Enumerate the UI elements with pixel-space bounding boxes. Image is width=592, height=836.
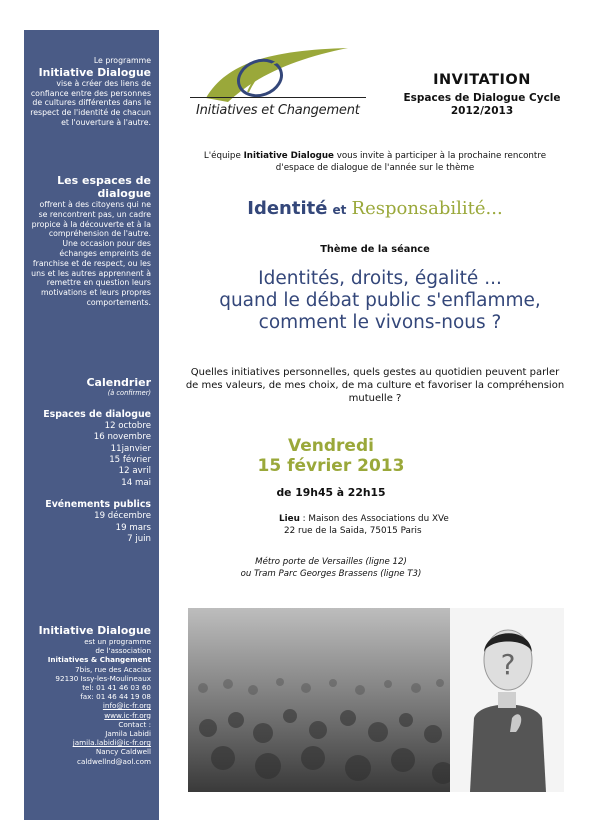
question-text <box>170 366 580 405</box>
calendar-note: (à confirmer) <box>107 389 151 397</box>
logo-divider <box>190 97 366 98</box>
crowd-image <box>188 608 450 792</box>
date-item: 12 octobre <box>104 420 151 431</box>
date-item: 14 mai <box>121 477 151 488</box>
headline-line2: quand le débat public s'enflamme, <box>219 290 541 311</box>
logo-text: Initiatives et Changement <box>196 103 360 118</box>
contact-label: Contact : <box>118 719 151 729</box>
metro-line1: Métro porte de Versailles (ligne 12) <box>255 557 407 567</box>
calendar-block <box>30 376 151 545</box>
intro-line2: d'espace de dialogue de l'année sur le thème <box>275 163 475 173</box>
org-title: Initiative Dialogue <box>38 624 151 637</box>
headline <box>180 268 580 334</box>
lieu-address: 22 rue de la Saida, 75015 Paris <box>284 526 422 536</box>
date-item: 12 avril <box>118 466 151 477</box>
date-item: 15 février <box>109 455 151 466</box>
programme-desc: vise à créer des liens de confiance entre des personnes de cultures différentes dans le respect de l'identité de chacun et l'ouverture à l'autre. <box>30 78 151 127</box>
espaces-title: Les espaces de dialogue <box>57 174 151 200</box>
programme-intro: Le programme <box>93 56 151 65</box>
event-location <box>279 513 449 537</box>
sidebar <box>24 30 159 820</box>
tel: tel: 01 41 46 03 60 <box>82 683 151 693</box>
espaces-desc-1: offrent à des citoyens qui ne se rencontrent pas, un cadre propice à la découverte et à la compréhension de l'autre. <box>31 200 151 239</box>
org-block <box>28 624 151 766</box>
fax: fax: 01 46 44 19 08 <box>80 692 151 702</box>
contact1-name: Jamila Labidi <box>105 729 151 739</box>
org-name: Initiatives & Changement <box>47 655 151 665</box>
invitation-subtitle-2: 2012/2013 <box>450 105 514 117</box>
theme-label: Thème de la séance <box>320 244 430 255</box>
intro-part1: L'équipe <box>203 151 244 161</box>
transport-info <box>170 556 492 580</box>
intro-text <box>170 150 580 174</box>
event-day: Vendredi <box>288 436 374 456</box>
intro-part2: vous invite à participer à la prochaine rencontre <box>333 151 547 161</box>
website-link[interactable]: www.ic-fr.org <box>104 710 151 720</box>
events-dates-list <box>30 511 151 545</box>
contact2-name: Nancy Caldwell <box>95 747 151 757</box>
theme-et: et <box>332 203 347 217</box>
date-item: 16 novembre <box>93 432 151 443</box>
theme-word2: Responsabilité... <box>351 198 503 219</box>
question-line2: de mes valeurs, de mes choix, de ma culture et favoriser la compréhension <box>185 380 565 391</box>
date-item: 19 décembre <box>94 511 151 522</box>
svg-text:?: ? <box>500 648 516 681</box>
org-line2: de l'association <box>95 646 151 656</box>
invitation-subtitle-1: Espaces de Dialogue Cycle <box>403 92 561 104</box>
org-info <box>28 637 151 766</box>
invitation-title: INVITATION <box>433 72 531 88</box>
lieu-value: : Maison des Associations du XVe <box>299 514 449 524</box>
programme-name: Initiative Dialogue <box>38 65 151 79</box>
invitation-subtitle <box>390 92 574 118</box>
espaces-desc-3: uns et les autres apprennent à remettre en question leurs motivations et leurs propres comportements. <box>31 268 151 307</box>
question-line1: Quelles initiatives personnelles, quels gestes au quotidien peuvent parler <box>190 367 560 378</box>
theme-line <box>170 198 580 219</box>
contact1-email-link[interactable]: jamila.labidi@ic-fr.org <box>72 738 151 748</box>
address-line2: 92130 Issy-les-Moulineaux <box>55 673 151 683</box>
address-line1: 7bis, rue des Acacias <box>75 664 151 674</box>
event-time: de 19h45 à 22h15 <box>276 486 386 499</box>
date-item: 19 mars <box>115 522 151 533</box>
org-line1: est un programme <box>84 637 151 646</box>
question-mark-person-image <box>450 608 564 792</box>
events-label: Evénements publics <box>45 499 151 511</box>
contact2-email: caldwellnd@aol.com <box>77 756 151 766</box>
intro-bold: Initiative Dialogue <box>243 151 334 161</box>
espaces-block <box>30 174 151 308</box>
metro-line2: ou Tram Parc Georges Brassens (ligne T3) <box>240 569 422 579</box>
espaces-desc-2: Une occasion pour des échanges empreints de franchise et de respect, ou les <box>32 239 151 268</box>
headline-line1: Identités, droits, égalité ... <box>258 268 502 289</box>
event-photo <box>188 608 564 792</box>
espaces-dialogue-label: Espaces de dialogue <box>43 408 151 420</box>
date-item: 11janvier <box>110 443 151 454</box>
event-date: 15 février 2013 <box>257 456 405 476</box>
headline-line3: comment le vivons-nous ? <box>258 312 502 333</box>
espaces-dates-list <box>30 421 151 489</box>
question-line3: mutuelle ? <box>348 393 402 404</box>
programme-block <box>30 56 151 128</box>
date-item: 7 juin <box>127 534 151 545</box>
lieu-label: Lieu <box>279 514 300 524</box>
invitation-header <box>390 72 574 118</box>
email-link[interactable]: info@ic-fr.org <box>102 701 151 711</box>
calendar-title: Calendrier <box>86 376 151 389</box>
theme-word1: Identité <box>247 198 328 219</box>
